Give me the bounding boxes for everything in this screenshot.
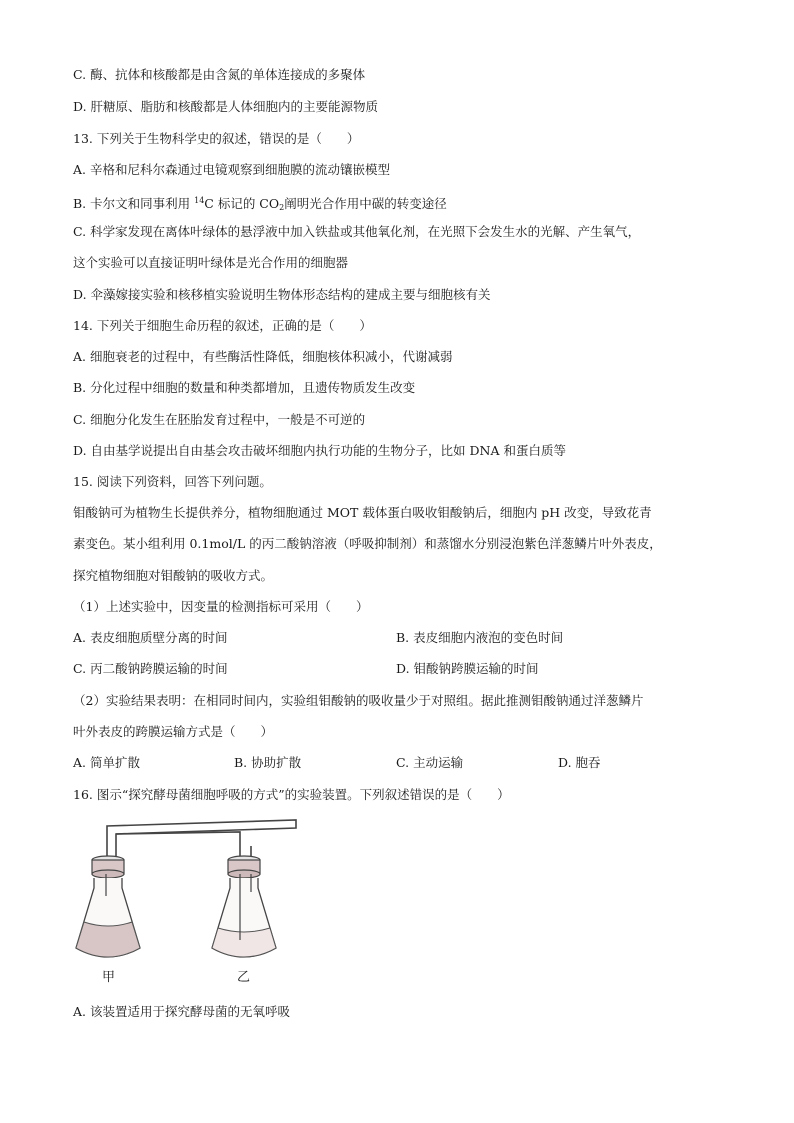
label-yi: 乙 <box>237 970 251 985</box>
question-15-sub2-stem-line1: （2）实验结果表明：在相同时间内，实验组钼酸钠的吸收量少于对照组。据此推测钼酸钠通过洋葱鳞片 <box>73 693 644 708</box>
question-13-option-b <box>73 192 447 217</box>
question-15-passage-line2: 素变色。某小组利用 0.1mol/L 的丙二酸钠溶液（呼吸抑制剂）和蒸馏水分别浸泡紫色洋葱鳞片叶外表皮， <box>73 536 662 551</box>
q13b-isotope: 14 <box>194 196 205 205</box>
question-16-option-a: A. 该装置适用于探究酵母菌的无氧呼吸 <box>73 1004 290 1019</box>
question-15-sub1-option-c: C. 丙二酸钠跨膜运输的时间 <box>73 661 228 676</box>
question-13-option-d: D. 伞藻嫁接实验和核移植实验说明生物体形态结构的建成主要与细胞核有关 <box>73 287 491 302</box>
question-15-sub2-option-c: C. 主动运输 <box>396 755 464 770</box>
tube-into-right-flask <box>116 832 240 860</box>
question-15-stem: 15. 阅读下列资料，回答下列问题。 <box>73 474 272 489</box>
question-15-sub1-stem: （1）上述实验中，因变量的检测指标可采用（ ） <box>73 599 369 614</box>
question-14-option-d: D. 自由基学说提出自由基会攻击破坏细胞内执行功能的生物分子，比如 DNA 和蛋白质等 <box>73 443 566 458</box>
q13b-middle: C 标记的 CO <box>204 196 280 211</box>
question-13-option-c-line2: 这个实验可以直接证明叶绿体是光合作用的细胞器 <box>73 255 349 270</box>
question-16-stem: 16. 图示“探究酵母菌细胞呼吸的方式”的实验装置。下列叙述错误的是（ ） <box>73 787 510 802</box>
q13b-prefix: B. 卡尔文和同事利用 <box>73 196 195 211</box>
line-option-c-q12: C. 酶、抗体和核酸都是由含氮的单体连接成的多聚体 <box>73 67 366 82</box>
question-15-sub2-option-a: A. 简单扩散 <box>73 755 140 770</box>
question-14-stem: 14. 下列关于细胞生命历程的叙述，正确的是（ ） <box>73 318 372 333</box>
question-15-sub1-option-a: A. 表皮细胞质壁分离的时间 <box>73 630 228 645</box>
line-option-d-q12: D. 肝糖原、脂肪和核酸都是人体细胞内的主要能源物质 <box>73 99 379 114</box>
question-15-passage-line3: 探究植物细胞对钼酸钠的吸收方式。 <box>73 568 274 583</box>
question-15-sub1-option-d: D. 钼酸钠跨膜运输的时间 <box>396 661 539 676</box>
connecting-tube <box>107 820 296 858</box>
question-15-sub1-option-b: B. 表皮细胞内液泡的变色时间 <box>396 630 564 645</box>
apparatus-figure <box>60 818 310 993</box>
question-13-stem: 13. 下列关于生物科学史的叙述，错误的是（ ） <box>73 131 360 146</box>
question-13-option-c-line1: C. 科学家发现在离体叶绿体的悬浮液中加入铁盐或其他氧化剂，在光照下会发生水的光解、产生氧气， <box>73 224 641 239</box>
question-15-sub2-stem-line2: 叶外表皮的跨膜运输方式是（ ） <box>73 724 274 739</box>
question-14-option-c: C. 细胞分化发生在胚胎发育过程中，一般是不可逆的 <box>73 412 366 427</box>
flask-jia <box>76 856 140 957</box>
label-jia: 甲 <box>102 970 116 985</box>
q13b-suffix: 阐明光合作用中碳的转变途径 <box>284 196 447 211</box>
question-14-option-a: A. 细胞衰老的过程中，有些酶活性降低，细胞核体积减小，代谢减弱 <box>73 349 453 364</box>
question-15-passage-line1: 钼酸钠可为植物生长提供养分，植物细胞通过 MOT 载体蛋白吸收钼酸钠后，细胞内 pH 改变，导致花青 <box>73 505 652 520</box>
question-13-option-a: A. 辛格和尼科尔森通过电镜观察到细胞膜的流动镶嵌模型 <box>73 162 390 177</box>
question-15-sub2-option-b: B. 协助扩散 <box>234 755 302 770</box>
q13b-subscript: 2 <box>279 203 285 212</box>
question-14-option-b: B. 分化过程中细胞的数量和种类都增加，且遗传物质发生改变 <box>73 380 416 395</box>
apparatus-diagram <box>60 818 310 968</box>
flask-yi <box>212 856 276 957</box>
question-15-sub2-option-d: D. 胞吞 <box>558 755 601 770</box>
